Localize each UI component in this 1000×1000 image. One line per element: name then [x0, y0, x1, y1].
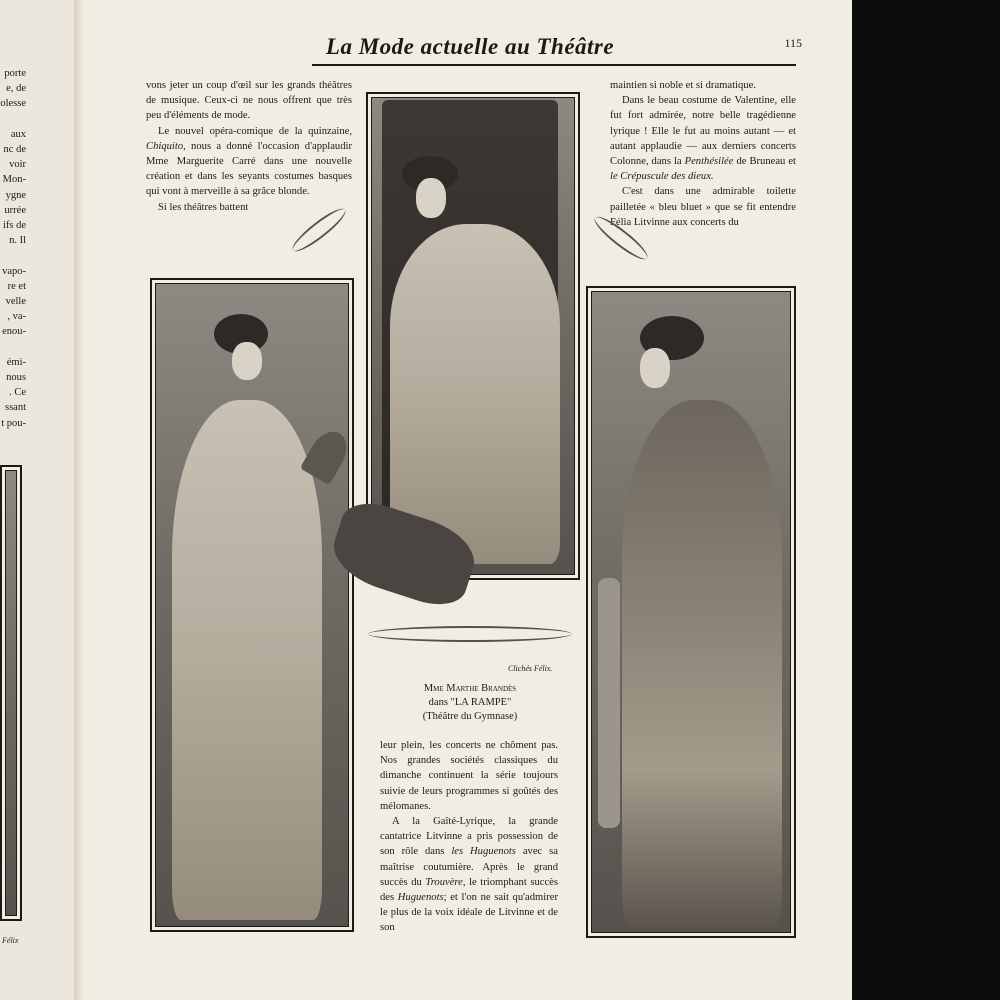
caption-name: Mme Marthe Brandès: [423, 683, 517, 694]
photo-center-seated-woman: [366, 92, 580, 580]
caption-theatre: (Théâtre du Gymnase): [422, 711, 518, 722]
page-number: 115: [784, 36, 802, 50]
column-left-text: [146, 78, 352, 215]
left-page-credit: Félix: [2, 936, 19, 945]
gown: [622, 400, 782, 928]
page-gutter: [74, 0, 88, 1000]
paragraph: Si les théâtres battent: [158, 201, 249, 213]
photo-right-standing-woman: [586, 286, 796, 938]
column-center-text: [380, 738, 558, 936]
balustrade: [598, 578, 620, 828]
face: [640, 348, 670, 388]
paragraph: Dans le beau costume de Valentine, elle fut fort admirée, notre belle tragédienne lyrique ! Elle le fut au moins autant — et autant applaudie — aux derniers concerts Colonne, dans la Penthésilée de Bruneau et le Crépuscule des dieux.: [610, 95, 796, 183]
paragraph: vons jeter un coup d'œil sur les grands théâtres de musique. Ceux-ci ne nous offrent que très peu d'éléments de mode.: [146, 80, 352, 122]
left-page-text: porte e, de olesse aux nc de voir Mon- ygne urrée ifs de n. Il vapo- re et velle , va- enou- émi- nous . Ce ssant t pou-: [0, 68, 26, 429]
face: [232, 342, 262, 380]
header-rule: [312, 64, 796, 66]
paragraph: maintien si noble et si dramatique.: [610, 80, 756, 91]
paragraph: Le nouvel opéra-comique de la quinzaine, Chiquito, nous a donné l'occasion d'applaudir Mme Marguerite Carré dans une nouvelle création et dans les seyants costumes basques qui vont à merveille à sa grâce blonde.: [146, 125, 352, 198]
left-page-photo: [0, 465, 22, 921]
column-right-text: [610, 78, 796, 230]
paragraph: C'est dans une admirable toilette pailletée « bleu bluet » que se fit entendre Félia Litvinne aux concerts du: [610, 186, 796, 228]
paragraph: A la Gaîté-Lyrique, la grande cantatrice Litvinne a pris possession de son rôle dans les Huguenots avec sa maîtrise coutumière. Après le grand succès du Trouvère, le triomphant succès des Huguenots; et l'on ne sait qu'admirer le plus de la voix idéale de Litvinne et de son: [380, 816, 558, 934]
face: [416, 178, 446, 218]
paragraph: leur plein, les concerts ne chôment pas. Nos grandes sociétés classiques du dimanche continuent la série toujours suivie de leurs programmes si goûtés des mélomanes.: [380, 740, 558, 812]
page-title: La Mode actuelle au Théâtre: [325, 34, 615, 59]
photo-credit: Clichés Félix.: [508, 664, 553, 673]
caption-role: dans "LA RAMPE": [428, 697, 512, 708]
decorative-garland: [368, 626, 572, 642]
photo-caption: [370, 682, 570, 724]
photo-left-standing-woman: [150, 278, 354, 932]
gown: [172, 400, 322, 920]
gown: [390, 224, 560, 564]
